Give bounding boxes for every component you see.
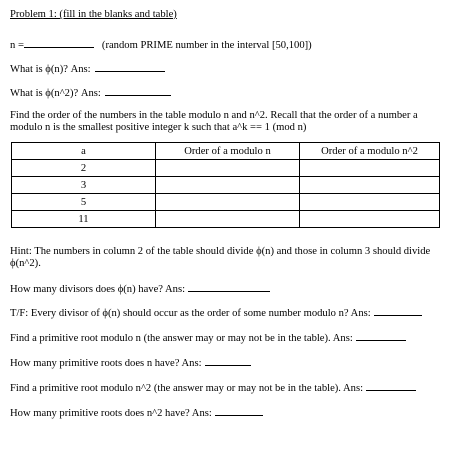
table-row	[12, 160, 440, 177]
divisors-answer-blank[interactable]	[188, 282, 270, 292]
table-cell-order-mod-n[interactable]	[156, 160, 300, 177]
phi-n-question-text: What is ϕ(n)? Ans:	[10, 64, 91, 75]
table-header-row	[12, 143, 440, 160]
n-label: n =	[10, 40, 24, 51]
phi-n2-answer-blank[interactable]	[105, 86, 171, 96]
table-cell-order-mod-n2[interactable]	[300, 160, 440, 177]
hint-line-2: ϕ(n^2).	[10, 258, 41, 269]
table-cell-order-mod-n[interactable]	[156, 177, 300, 194]
table-header-order-mod-n: Order of a modulo n	[156, 143, 300, 160]
count-prim-n-answer-blank[interactable]	[205, 356, 251, 366]
table-cell-order-mod-n2[interactable]	[300, 177, 440, 194]
table-row	[12, 177, 440, 194]
phi-n2-question	[10, 86, 171, 100]
table-row	[12, 211, 440, 228]
phi-n2-question-text: What is ϕ(n^2)? Ans:	[10, 88, 101, 99]
count-prim-n2-question-text: How many primitive roots does n^2 have? Ans:	[10, 408, 212, 419]
n-blank[interactable]	[24, 38, 94, 48]
n-line	[10, 38, 312, 52]
phi-n-answer-blank[interactable]	[95, 62, 165, 72]
prim-root-n2-question-text: Find a primitive root modulo n^2 (the answer may or may not be in the table). Ans:	[10, 383, 364, 394]
prim-root-n-question	[10, 331, 406, 345]
prim-root-n-answer-blank[interactable]	[356, 331, 406, 341]
prim-root-n-question-text: Find a primitive root modulo n (the answer may or may not be in the table). Ans:	[10, 333, 353, 344]
divisors-question-text: How many divisors does ϕ(n) have? Ans:	[10, 284, 186, 295]
prim-root-n2-answer-blank[interactable]	[366, 381, 416, 391]
count-prim-n2-answer-blank[interactable]	[215, 406, 263, 416]
tf-question-text: T/F: Every divisor of ϕ(n) should occur as the order of some number modulo n? Ans:	[10, 308, 371, 319]
table-cell-a: 11	[12, 211, 156, 228]
table-cell-a: 5	[12, 194, 156, 211]
hint-line-1: Hint: The numbers in column 2 of the table should divide ϕ(n) and those in column 3 should divide	[10, 246, 431, 257]
table-cell-order-mod-n[interactable]	[156, 211, 300, 228]
count-prim-n-question	[10, 356, 251, 370]
count-prim-n-question-text: How many primitive roots does n have? Ans:	[10, 358, 202, 369]
table-cell-order-mod-n[interactable]	[156, 194, 300, 211]
prim-root-n2-question	[10, 381, 416, 395]
order-table	[11, 142, 440, 228]
table-row	[12, 194, 440, 211]
table-cell-order-mod-n2[interactable]	[300, 211, 440, 228]
n-note: (random PRIME number in the interval [50,100])	[101, 40, 312, 51]
table-header-a: a	[12, 143, 156, 160]
tf-answer-blank[interactable]	[374, 306, 422, 316]
table-cell-order-mod-n2[interactable]	[300, 194, 440, 211]
instructions-line-1: Find the order of the numbers in the table modulo n and n^2. Recall that the order of a number a	[10, 110, 418, 121]
count-prim-n2-question	[10, 406, 263, 420]
problem-title: Problem 1: (fill in the blanks and table)	[10, 9, 177, 20]
instructions-line-2: modulo n is the smallest positive integer k such that a^k == 1 (mod n)	[10, 122, 307, 133]
divisors-question	[10, 282, 270, 296]
tf-question	[10, 306, 422, 320]
table-header-order-mod-n2: Order of a modulo n^2	[300, 143, 440, 160]
table-cell-a: 3	[12, 177, 156, 194]
table-cell-a: 2	[12, 160, 156, 177]
phi-n-question	[10, 62, 165, 76]
